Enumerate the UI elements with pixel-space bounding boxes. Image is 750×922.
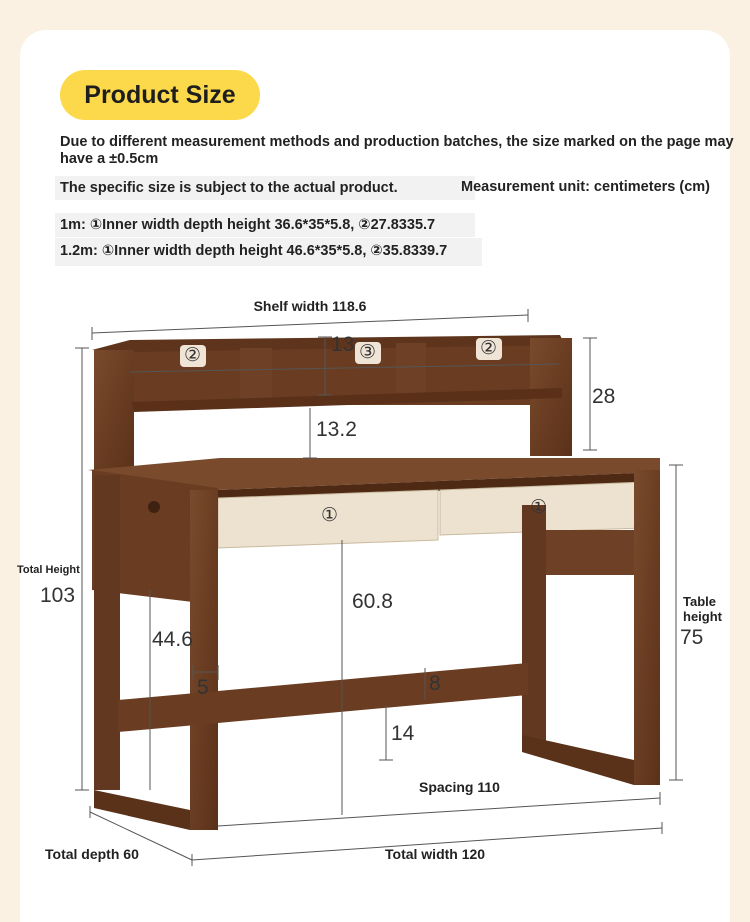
- dim-60-8: 60.8: [352, 590, 393, 613]
- dim-13: 13: [331, 333, 355, 356]
- right-front-leg: [634, 470, 660, 785]
- left-foot-runner: [94, 790, 190, 830]
- table-height-label-1: Table: [683, 594, 716, 609]
- right-back-leg: [522, 505, 546, 750]
- hutch-divider-right: [396, 343, 426, 399]
- dim-14: 14: [391, 722, 415, 745]
- spec-12m-text: 1.2m: ①Inner width depth height 46.6*35*5.8, ②35.8339.7: [60, 243, 448, 259]
- disclaimer-text: Due to different measurement methods and production batches, the size marked on the page may have a ±0.5cm: [60, 134, 734, 167]
- hutch-left-side: [94, 350, 134, 472]
- shelf-width-label: Shelf width 118.6: [253, 298, 367, 314]
- spacing-label: Spacing 110: [419, 779, 500, 795]
- table-height-value: 75: [680, 626, 704, 649]
- hook-knob: [148, 501, 160, 513]
- right-foot-runner: [522, 735, 634, 785]
- dim-28: 28: [592, 385, 616, 408]
- mark-1-right: ①: [530, 497, 548, 518]
- dim-44-6: 44.6: [152, 628, 193, 651]
- total-width-label: Total width 120: [385, 846, 486, 862]
- left-front-leg: [190, 490, 218, 830]
- shelf-width-line: [92, 315, 528, 333]
- table-height-label-2: height: [683, 609, 722, 624]
- dim-8: 8: [429, 672, 441, 695]
- mark-2-left: ②: [184, 345, 202, 366]
- mark-2-right: ②: [480, 338, 498, 359]
- spec-1m-text: 1m: ①Inner width depth height 36.6*35*5.8, ②27.8335.7: [60, 217, 436, 233]
- left-back-leg: [94, 475, 120, 790]
- mark-1-left: ①: [321, 505, 339, 526]
- total-depth-label: Total depth 60: [45, 846, 139, 862]
- mark-3: ③: [359, 342, 377, 363]
- foot-crossbar: [118, 663, 528, 732]
- total-height-label: Total Height: [17, 564, 80, 576]
- dim-13-2: 13.2: [316, 418, 357, 441]
- unit-text: Measurement unit: centimeters (cm): [461, 179, 710, 195]
- page-title: Product Size: [60, 70, 260, 120]
- spacing-line: [218, 798, 660, 826]
- actual-product-text: The specific size is subject to the actual product.: [60, 180, 398, 196]
- total-height-value: 103: [40, 584, 76, 607]
- right-side-rail: [546, 530, 634, 575]
- hutch-divider-left: [240, 348, 272, 404]
- dim-5: 5: [197, 676, 209, 699]
